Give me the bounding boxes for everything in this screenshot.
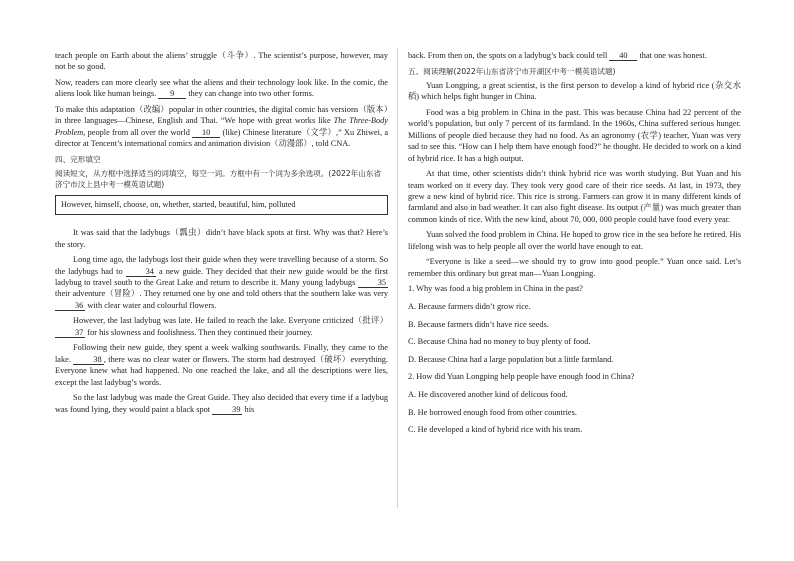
paragraph: “Everyone is like a seed—we should try to grow into good people.” Yuan once said. Let’s remember this ordinary but great man—Yuan Longping. [408,257,741,278]
paragraph [55,254,388,311]
option-2a: A. He discovered another kind of delicous food. [408,390,568,399]
option-2c: C. He developed a kind of hybrid rice with his team. [408,425,583,435]
text: So the last ladybug was made the Great Guide. They also decided that every time if a ladybug was found lying, they would paint a black spot [55,393,388,414]
question-1: 1. Why was food a big problem in China in the past? [408,284,583,294]
text: their adventure（冒险）. They returned one by one and told others that the southern lake was very [55,289,388,299]
option-1a: A. Because farmers didn’t grow rice. [408,302,531,312]
option-1c: C. Because China had no money to buy plenty of food. [408,337,591,347]
left-column [55,50,388,419]
book-title: The Three-Body Problem [55,116,388,137]
paragraph [55,392,388,415]
text: However, the last ladybug was late. He failed to reach the lake. Everyone criticized（批评） [73,316,388,326]
text: Long time ago, the ladybugs lost their guide when they were travelling because of a storm. So the ladybugs had to [55,255,388,276]
word-box: However, himself, choose, on, whether, started, beautiful, him, polluted [55,195,388,215]
paragraph [55,342,388,388]
paragraph: Food was a big problem in China in the past. This was because China had 22 percent of the world’s population, but only 7 percent of its farmland. In the 1960s, China suffered serious hunger. Millions of people died because they had no food. As an agronomy (农学) teacher, Yuan was very sad to see this. “How can I help them have enough food?” he thought. He decided to work on a kind of hybrid rice. It has a high output. [408,108,741,163]
blank-36: 36 [55,301,85,311]
text: back. From then on, the spots on a ladybug’s back could tell [408,51,608,60]
blank-39: 39 [212,405,242,415]
text: To make this adaptation（改编）popular in other countries, the digital comic has versions（版本）in three languages—Chinese, English and Thai. “We hope with great works like [55,105,388,126]
right-column [408,50,741,442]
text: (like) Chinese literature（文学）,” Xu Zhiwei, a director at Tencent’s international comics and animation division（动漫部）, told CNA. [55,127,389,149]
paragraph: It was said that the ladybugs（瓢虫）didn’t have black spots at first. Why was that? Here’s the story. [55,228,388,249]
blank-38: 38 [73,355,103,365]
blank-37: 37 [55,328,85,338]
text: a new guide. They decided that their new guide would be the first ladybug to travel south to the Great Lake and return to describe it. Many young ladybugs [55,266,388,288]
blank-9: 9 [158,89,186,99]
text: for his slowness and foolishness. Then they continued their journey. [87,327,313,337]
blank-10: 10 [192,128,220,138]
text: they can change into two other forms. [188,89,314,99]
paragraph [408,50,741,61]
column-divider [397,48,398,508]
section-heading: 五、阅读理解(2022年山东省济宁市开湖区中考一模英语试题) [408,66,616,76]
blank-40: 40 [609,51,637,61]
section-heading: 四、完形填空 [55,154,101,164]
paragraph: Yuan solved the food problem in China. He hoped to grow rice in the sea before he retired. His lifelong wish was to help people all over the world have enough to eat. [408,230,741,251]
text: Now, readers can more clearly see what the aliens and their technology look like. In the comic, the aliens look like human beings. [55,78,388,99]
text: , people from all over the world [83,127,190,137]
text: that one was honest. [639,51,707,60]
question-2: 2. How did Yuan Longping help people have enough food in China? [408,372,635,382]
paragraph: At that time, other scientists didn’t think hybrid rice was worth studying. But Yuan and his team worked on it every day. They took very good care of their rice seeds. At last, in 1973, they grew a new kind of hybrid rice. This rice is strong. Farmers can grow it in many different kinds of farmland and also in bad weather. It can also fight disease. Its output (产量) was much greater than common kinds of rice. With the new kind, about 70, 000, 000 people could have food every year. [408,169,741,224]
text: his [244,404,255,414]
text: Following their new guide, they spent a week walking southwards. Finally, they came to the lake. [55,343,388,364]
option-1b: B. Because farmers didn’t have rice seeds. [408,319,549,329]
paragraph: Yuan Longping, a great scientist, is the first person to develop a kind of hybrid rice (杂交水稻) which helps fight hunger in China. [408,81,741,102]
paragraph [55,315,388,338]
blank-34: 34 [126,267,156,277]
option-2b: B. He borrowed enough food from other countries. [408,407,577,417]
paragraph [55,77,388,100]
text: , there was no clear water or flowers. The storm had destroyed（破坏）everything. Everyone knew what had happened. No one reached the lake, and all the descriptions were lies, except the last ladybug’s words. [55,354,388,387]
blank-35: 35 [358,278,388,288]
paragraph: teach people on Earth about the aliens’ struggle（斗争）. The scientist’s purpose, however, may not be so good. [55,51,388,72]
instructions: 阅读短文，从方框中选择适当的词填空，每空一词。方框中有一个词为多余选项。(2022年山东省济宁市汶上县中考一模英语试题) [55,169,382,190]
paragraph [55,104,388,150]
option-1d: D. Because China had a large population but a little farmland. [408,354,614,364]
text: with clear water and colourful flowers. [87,300,217,310]
